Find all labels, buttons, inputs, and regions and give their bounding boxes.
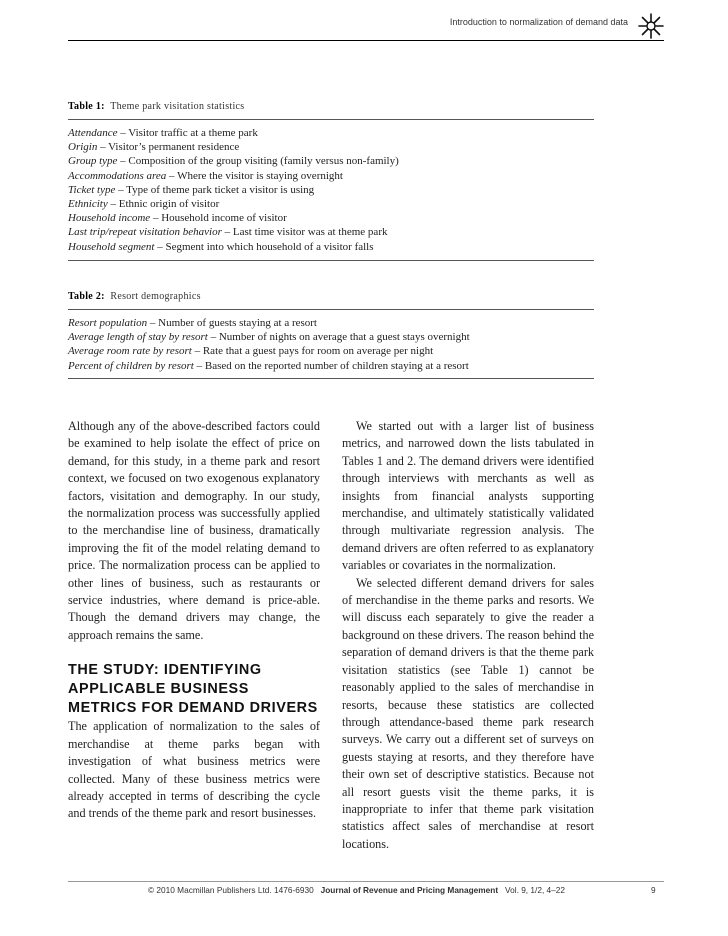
- table-row: [68, 154, 598, 168]
- table2-top-rule: [68, 309, 594, 310]
- table-row: [68, 140, 598, 154]
- table-row-description: – Rate that a guest pays for room on average per night: [191, 345, 434, 358]
- table-row-term: Ticket type: [68, 183, 116, 196]
- table-row-description: – Type of theme park ticket a visitor is using: [115, 183, 315, 196]
- table-row: [68, 344, 598, 358]
- footer-journal: Journal of Revenue and Pricing Management: [320, 885, 499, 895]
- paragraph: We started out with a larger list of business metrics, and narrowed down the lists tabulated in Tables 1 and 2. The demand drivers were identified through interviews with merchants as well as insights from financial analysts supporting merchandise, and ultimately statistically validated through multivariate regression analysis. The demand drivers are often referred to as explanatory variables or covariates in the normalization.: [342, 419, 594, 573]
- footer-volume: Vol. 9, 1/2, 4–22: [505, 885, 566, 895]
- paragraph: We selected different demand drivers for sales of merchandise in the theme parks and resorts. We will discuss each separately to give the reader a background on these drivers. The reason behind the separation of demand drivers is that the theme park visitation statistics (see Table 1) cannot be reasonably applied to the sales of merchandise in resorts, because these statistics are collected through attendance-based theme park research surveys. We carry out a different set of surveys on guests staying at resorts, and they therefore have their own set of descriptive statistics. Because not all resort guests visit the theme parks, it is inappropriate to infer that theme park visitation statistics affect sales of merchandise at resort locations.: [342, 575, 594, 851]
- table-row-term: Household segment: [68, 240, 155, 253]
- table2-caption: [68, 291, 201, 302]
- table-row: [68, 183, 598, 197]
- table-row-term: Resort population: [68, 317, 148, 329]
- table-row: [68, 316, 598, 330]
- footer-rule: [68, 881, 664, 882]
- right-column: [342, 418, 594, 853]
- table-row: [68, 225, 598, 239]
- left-column: [68, 418, 320, 823]
- table-row-description: – Household income of visitor: [150, 212, 287, 225]
- table-row-term: Origin: [68, 141, 98, 154]
- table-row-term: Average room rate by resort: [68, 345, 192, 358]
- table-row-description: – Segment into which household of a visitor falls: [154, 240, 374, 253]
- table-row-description: – Visitor traffic at a theme park: [117, 127, 258, 139]
- table-row: [68, 359, 598, 373]
- footer: [148, 885, 565, 895]
- table-row-description: – Ethnic origin of visitor: [107, 198, 220, 211]
- paragraph: Although any of the above-described factors could be examined to help isolate the effect of price on demand, for this study, in a theme park and resort context, we focused on two exogenous explanatory factors, visitation and demography. In our study, the normalization process was successfully applied to the merchandise line of business, dramatically improving the fit of the model relating demand to price. The normalization process can be applied to other lines of business, such as restaurants or service industries, where demand is price-able. Though the demand drivers may change, the approach remains the same.: [68, 419, 320, 642]
- table-row-description: – Number of guests staying at a resort: [147, 317, 317, 329]
- table-row-term: Attendance: [68, 127, 118, 139]
- table-row: [68, 169, 598, 183]
- table1-bottom-rule: [68, 260, 594, 261]
- table-row-term: Accommodations area: [68, 169, 167, 182]
- table-row: [68, 126, 598, 140]
- table-row-description: – Visitor’s permanent residence: [97, 141, 240, 154]
- table-row: [68, 240, 598, 254]
- header-rule: [68, 40, 664, 41]
- table1-title: Theme park visitation statistics: [110, 101, 245, 112]
- table-row-description: – Composition of the group visiting (family versus non-family): [117, 155, 399, 168]
- footer-copyright: © 2010 Macmillan Publishers Ltd. 1476-6930: [148, 885, 314, 895]
- table-row-description: – Number of nights on average that a guest stays overnight: [207, 331, 470, 344]
- table2-label: Table 2:: [68, 291, 105, 302]
- table-row-description: – Based on the reported number of children staying at a resort: [193, 359, 469, 372]
- table-row: [68, 197, 598, 211]
- table1-top-rule: [68, 119, 594, 120]
- table-row: [68, 330, 598, 344]
- table2-title: Resort demographics: [110, 291, 201, 302]
- publisher-logo-icon: [638, 13, 664, 39]
- section-heading: THE STUDY: IDENTIFYING APPLICABLE BUSINESS METRICS FOR DEMAND DRIVERS: [68, 662, 318, 717]
- running-head: Introduction to normalization of demand data: [449, 17, 628, 27]
- table1-caption: [68, 101, 244, 112]
- table-row: [68, 211, 598, 225]
- table-row-term: Ethnicity: [68, 198, 108, 211]
- table1-label: Table 1:: [68, 101, 105, 112]
- table-row-term: Average length of stay by resort: [68, 331, 208, 344]
- paragraph: The application of normalization to the sales of merchandise at theme parks began with investigation of what business metrics were collected. Many of these business metrics were already accepted in terms of describing the cycle and trends of the theme park and resort businesses.: [68, 719, 320, 821]
- table1-body: [68, 126, 598, 254]
- table-row-description: – Where the visitor is staying overnight: [166, 169, 343, 182]
- table-row-term: Group type: [68, 155, 118, 168]
- table-row-term: Last trip/repeat visitation behavior: [68, 226, 222, 239]
- table-row-description: – Last time visitor was at theme park: [221, 226, 388, 239]
- table-row-term: Household income: [68, 212, 151, 225]
- table2-bottom-rule: [68, 378, 594, 379]
- page-number: 9: [651, 885, 656, 895]
- table2-body: [68, 316, 598, 373]
- table-row-term: Percent of children by resort: [68, 359, 194, 372]
